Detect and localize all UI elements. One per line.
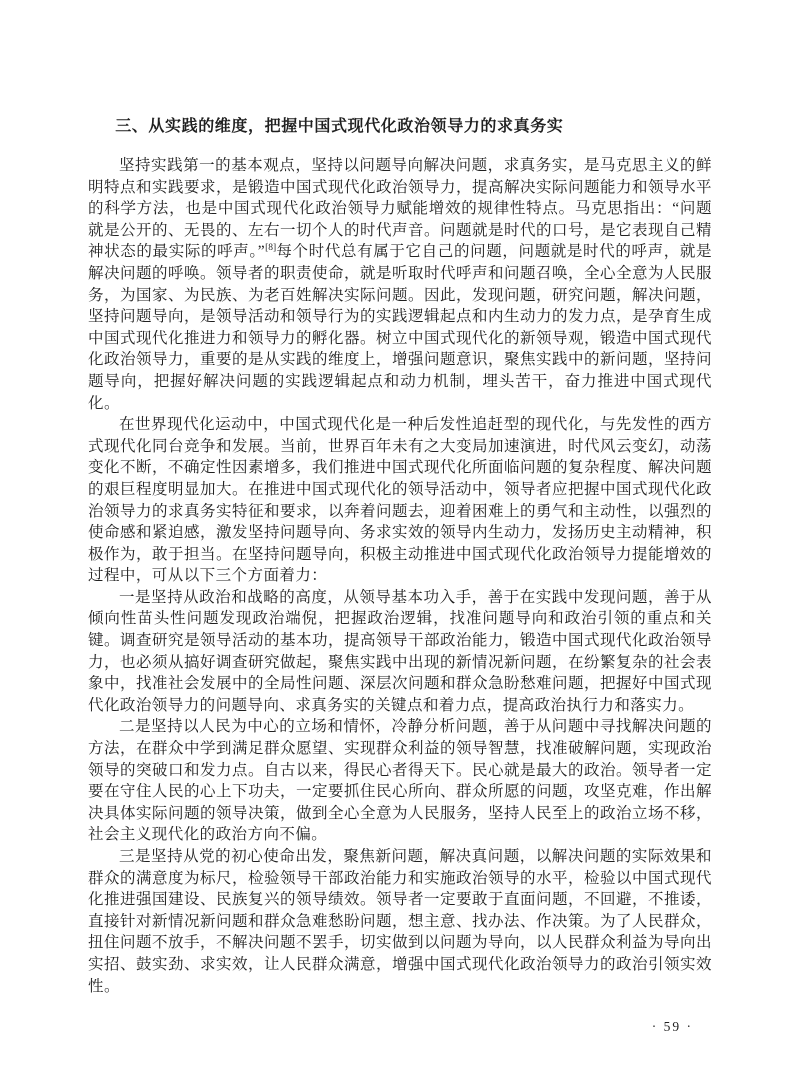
- paragraph-2: 在世界现代化运动中，中国式现代化是一种后发性追赶型的现代化，与先发性的西方式现代化同台竞争和发展。当前，世界百年未有之大变局加速演进，时代风云变幻，动荡变化不断，不确定性因素增多，我们推进中国式现代化所面临问题的复杂程度、解决问题的艰巨程度明显加大。在推进中国式现代化的领导活动中，领导者应把握中国式现代化政治领导力的求真务实特征和要求，以奔着问题去，迎着困难上的勇气和主动性，以强烈的使命感和紧迫感，激发坚持问题导向、务求实效的领导内生动力，发扬历史主动精神，积极作为，敢于担当。在坚持问题导向，积极主动推进中国式现代化政治领导力提能增效的过程中，可从以下三个方面着力：: [88, 416, 712, 585]
- page-number: · 59 ·: [651, 1019, 693, 1034]
- paragraph-5: 三是坚持从党的初心使命出发，聚焦新问题，解决真问题，以解决问题的实际效果和群众的满意度为标尺，检验领导干部政治能力和实施政治领导的水平，检验以中国式现代化推进强国建设、民族复兴的领导绩效。领导者一定要敢于直面问题，不回避，不推诿，直接针对新情况新问题和群众急难愁盼问题，想主意、找办法、作决策。为了人民群众，扭住问题不放手，不解决问题不罢手，切实做到以问题为导向，以人民群众利益为导向出实招、鼓实劲、求实效，让人民群众满意，增强中国式现代化政治领导力的政治引领实效性。: [88, 848, 712, 995]
- footnote-ref-8: [8]: [265, 243, 277, 254]
- text-block: [88, 116, 712, 997]
- section-heading: 三、从实践的维度，把握中国式现代化政治领导力的求真务实: [115, 118, 564, 135]
- paragraph-1-text-before-note: 坚持实践第一的基本观点，坚持以问题导向解决问题，求真务实，是马克思主义的鲜明特点和实践要求，是锻造中国式现代化政治领导力，提高解决实际问题能力和领导水平的科学方法，也是中国式现代化政治领导力赋能增效的规律性特点。马克思指出：“问题就是公开的、无畏的、左右一切个人的时代声音。问题就是时代的口号，是它表现自己精神状态的最实际的呼声。”: [88, 157, 712, 261]
- paragraph-3: 一是坚持从政治和战略的高度，从领导基本功入手，善于在实践中发现问题，善于从倾向性苗头性问题发现政治端倪，把握政治逻辑，找准问题导向和政治引领的重点和关键。调查研究是领导活动的基本功，提高领导干部政治能力，锻造中国式现代化政治领导力，也必须从搞好调查研究做起，聚焦实践中出现的新情况新问题，在纷繁复杂的社会表象中，找准社会发展中的全局性问题、深层次问题和群众急盼愁难问题，把握好中国式现代化政治领导力的问题导向、求真务实的关键点和着力点，提高政治执行力和落实力。: [88, 588, 712, 714]
- paragraph-4: 二是坚持以人民为中心的立场和情怀，冷静分析问题，善于从问题中寻找解决问题的方法，在群众中学到满足群众愿望、实现群众利益的领导智慧，找准破解问题，实现政治领导的突破口和发力点。自古以来，得民心者得天下。民心就是最大的政治。领导者一定要在守住人民的心上下功夫，一定要抓住民心所向、群众所愿的问题，攻坚克难，作出解决具体实际问题的领导决策，做到全心全意为人民服务，坚持人民至上的政治立场不移，社会主义现代化的政治方向不偏。: [88, 718, 712, 844]
- paragraph-1: [88, 155, 712, 414]
- paragraph-1-text-after-note: 每个时代总有属于它自己的问题，问题就是时代的呼声，就是解决问题的呼唤。领导者的职责使命，就是听取时代呼声和问题召唤，全心全意为人民服务，为国家、为民族、为老百姓解决实际问题。因此，发现问题，研究问题，解决问题，坚持问题导向，是领导活动和领导行为的实践逻辑起点和内生动力的发力点，是孕育生成中国式现代化推进力和领导力的孵化器。树立中国式现代化的新领导观，锻造中国式现代化政治领导力，重要的是从实践的维度上，增强问题意识，聚焦实践中的新问题，坚持问题导向，把握好解决问题的实践逻辑起点和动力机制，埋头苦干，奋力推进中国式现代化。: [88, 243, 712, 412]
